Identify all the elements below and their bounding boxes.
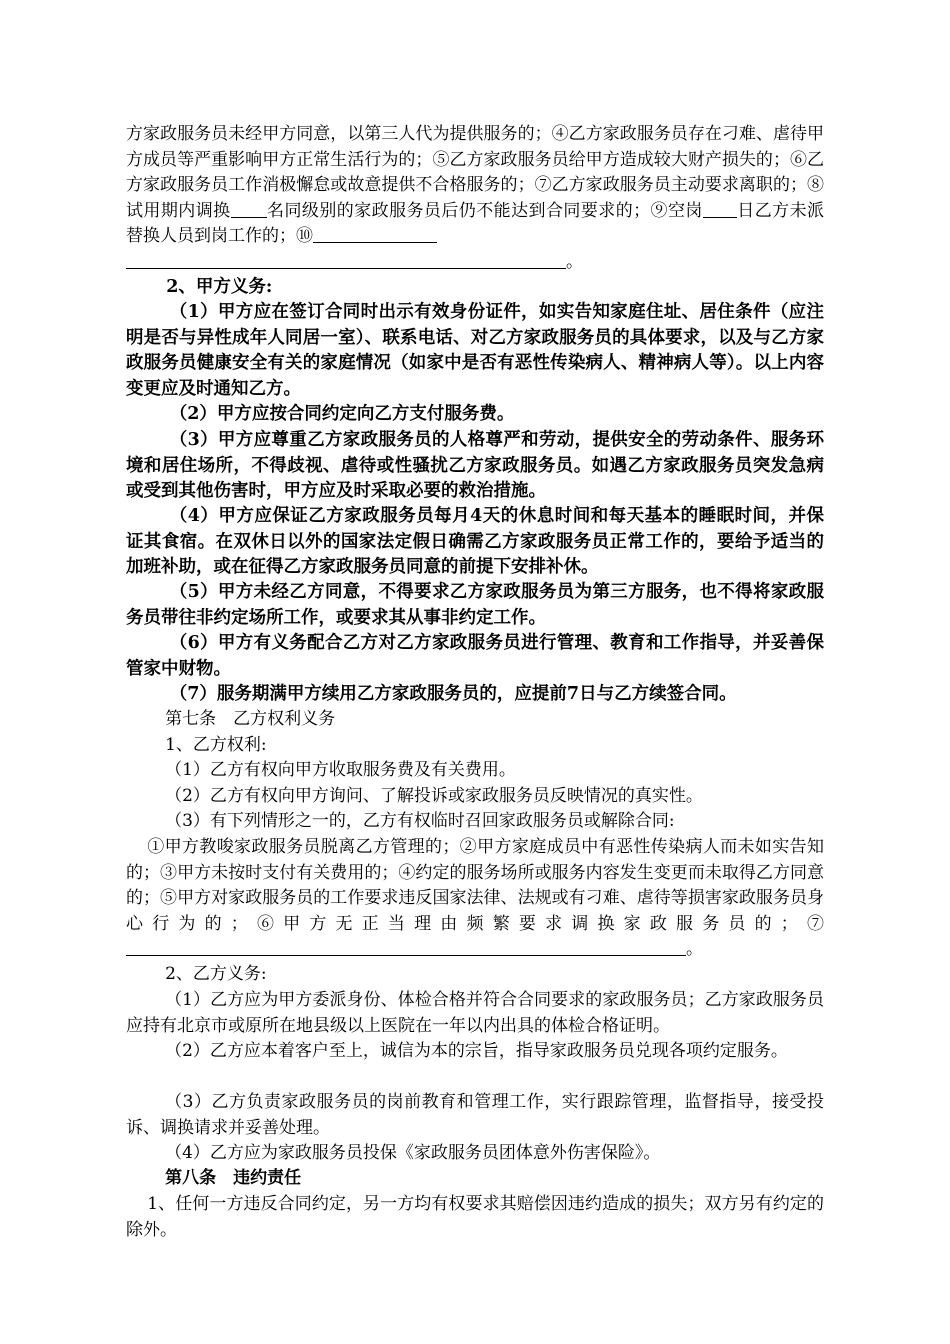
jiafang-item-4: （4）甲方应保证乙方家政服务员每月4天的休息时间和每天基本的睡眠时间，并保证其食宿。在双休日以外的国家法定假日确需乙方家政服务员正常工作的，要给予适当的加班补助，或在征得乙方家政服务员同意的前提下安排补休。 [126, 506, 824, 577]
continuation-end: 。 [566, 251, 583, 272]
yifang-rights-heading: 1、乙方权利: [165, 735, 267, 755]
jiafang-item-7: （7）服务期满甲方续用乙方家政服务员的，应提前7日与乙方续签合同。 [169, 684, 737, 704]
blank-other-field-1 [313, 226, 437, 243]
yifang-duty-1: （1）乙方应为甲方委派身份、体检合格并符合合同要求的家政服务员；乙方家政服务员应持有北京市或原所在地县级以上医院在一年以内出具的体检合格证明。 [126, 990, 824, 1036]
yifang-duties-heading: 2、乙方义务: [165, 964, 267, 984]
blank-days-field [703, 201, 737, 218]
jiafang-item-2: （2）甲方应按合同约定向乙方支付服务费。 [169, 404, 515, 424]
jiafang-item-6: （6）甲方有义务配合乙方对乙方家政服务员进行管理、教育和工作指导，并妥善保管家中财物。 [126, 633, 824, 679]
yifang-right-3-detail [126, 835, 824, 963]
blank-other-reason-field [126, 939, 686, 956]
article-7-title: 第七条 乙方权利义务 [165, 709, 336, 729]
jiafang-heading: 2、甲方义务: [166, 277, 273, 297]
continuation-text-3: 日乙方未派替换人员到岗工作的；⑩ [126, 200, 825, 246]
article-8-title [126, 1166, 824, 1192]
jiafang-item-5: （5）甲方未经乙方同意，不得要求乙方家政服务员为第三方服务，也不得将家政服务员带往非约定场所工作，或要求其从事非约定工作。 [126, 582, 824, 628]
blank-count-field [231, 201, 267, 218]
continuation-paragraph [126, 122, 824, 275]
blank-other-field-2 [126, 252, 566, 269]
yifang-right-3: （3）有下列情形之一的，乙方有权临时召回家政服务员或解除合同: [165, 811, 675, 831]
yifang-duty-2: （2）乙方应本着客户至上，诚信为本的宗旨，指导家政服务员兑现各项约定服务。 [165, 1041, 788, 1061]
jiafang-item-1: （1）甲方应在签订合同时出示有效身份证件，如实告知家庭住址、居住条件（应注明是否与异性成年人同居一室）、联系电话、对乙方家政服务员的具体要求，以及与乙方家政服务员健康安全有关的家庭情况（如家中是否有恶性传染病人、精神病人等）。以上内容变更应及时通知乙方。 [126, 302, 824, 399]
yifang-duty-3: （3）乙方负责家政服务员的岗前教育和管理工作，实行跟踪管理，监督指导，接受投诉、调换请求并妥善处理。 [126, 1092, 824, 1138]
article-8-clause-1: 1、任何一方违反合同约定，另一方均有权要求其赔偿因违约造成的损失；双方另有约定的除外。 [126, 1194, 824, 1240]
yifang-duty-4: （4）乙方应为家政服务员投保《家政服务员团体意外伤害保险》。 [165, 1143, 661, 1163]
right-3-detail-end: 。 [686, 939, 703, 959]
article-8-title-text: 第八条 违约责任 [165, 1168, 302, 1188]
yifang-right-2: （2）乙方有权向甲方询问、了解投诉或家政服务员反映情况的真实性。 [165, 786, 703, 806]
jiafang-item-3: （3）甲方应尊重乙方家政服务员的人格尊严和劳动，提供安全的劳动条件、服务环境和居住场所，不得歧视、虐待或性骚扰乙方家政服务员。如遇乙方家政服务员突发急病或受到其他伤害时，甲方应及时采取必要的救治措施。 [126, 430, 824, 501]
continuation-text-2: 名同级别的家政服务员后仍不能达到合同要求的；⑨空岗 [266, 200, 703, 221]
right-3-detail-text: ①甲方教唆家政服务员脱离乙方管理的；②甲方家庭成员中有恶性传染病人而未如实告知的；③甲方未按时支付有关费用的；④约定的服务场所或服务内容发生变更而未取得乙方同意的；⑤甲方对家政服务员的工作要求违反国家法律、法规或有刁难、虐待等损害家政服务员身心行为的；⑥甲方无正当理由频繁要求调换家政服务员的；⑦ [126, 837, 824, 934]
yifang-right-1: （1）乙方有权向甲方收取服务费及有关费用。 [165, 760, 516, 780]
continuation-text-1: 方家政服务员未经甲方同意，以第三人代为提供服务的；④乙方家政服务员存在刁难、虐待甲方成员等严重影响甲方正常生活行为的；⑤乙方家政服务员给甲方造成较大财产损失的；⑥乙方家政服务员工作消极懈怠或故意提供不合格服务的；⑦乙方家政服务员主动要求离职的；⑧试用期内调换 [126, 124, 824, 221]
